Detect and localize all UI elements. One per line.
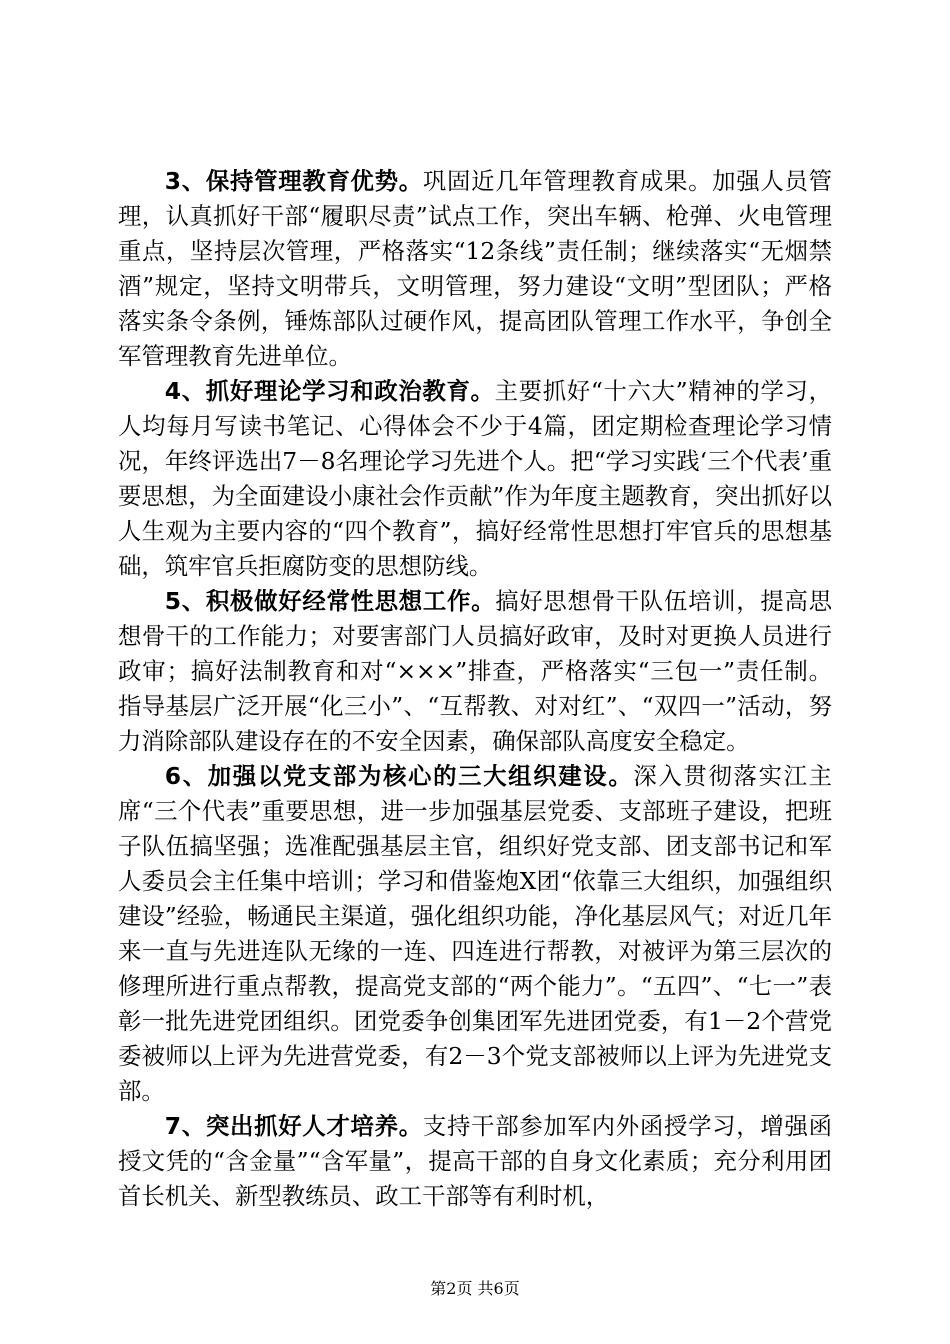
paragraph-6-heading: 6、加强以党支部为核心的三大组织建设。: [164, 762, 634, 790]
paragraph-7: [118, 1109, 832, 1214]
paragraph-3-text: 巩固近几年管理教育成果。加强人员管理，认真抓好干部“履职尽责”试点工作，突出车辆、枪弹、火电管理重点，坚持层次管理，严格落实“12条线”责任制；继续落实“无烟禁酒”规定，坚持文明带兵，文明管理，努力建设“文明”型团队；严格落实条令条例，锤炼部队过硬作风，提高团队管理工作水平，争创全军管理教育先进单位。: [118, 167, 832, 370]
document-body: [118, 164, 832, 1214]
paragraph-7-text: 支持干部参加军内外函授学习，增强函授文凭的“含金量”“含军量”，提高干部的自身文化素质；充分利用团首长机关、新型教练员、政工干部等有利时机，: [118, 1112, 832, 1210]
paragraph-4: [118, 374, 832, 584]
paragraph-3: [118, 164, 832, 374]
paragraph-6: [118, 759, 832, 1109]
paragraph-5-heading: 5、积极做好经常性思想工作。: [164, 587, 496, 615]
paragraph-5-text: 搞好思想骨干队伍培训，提高思想骨干的工作能力；对要害部门人员搞好政审，及时对更换人员进行政审；搞好法制教育和对“×××”排查，严格落实“三包一”责任制。指导基层广泛开展“化三小”、“互帮教、对对红”、“双四一”活动，努力消除部队建设存在的不安全因素，确保部队高度安全稳定。: [118, 587, 832, 755]
page-number-footer: 第2页 共6页: [430, 1279, 520, 1298]
paragraph-4-heading: 4、抓好理论学习和政治教育。: [164, 377, 495, 405]
paragraph-3-heading: 3、保持管理教育优势。: [164, 167, 423, 195]
paragraph-7-heading: 7、突出抓好人才培养。: [164, 1112, 423, 1140]
paragraph-4-text: 主要抓好“十六大”精神的学习，人均每月写读书笔记、心得体会不少于4篇，团定期检查理论学习情况，年终评选出7－8名理论学习先进个人。把“学习实践‘三个代表’重要思想，为全面建设小康社会作贡献”作为年度主题教育，突出抓好以人生观为主要内容的“四个教育”，搞好经常性思想打牢官兵的思想基础，筑牢官兵拒腐防变的思想防线。: [118, 377, 832, 580]
paragraph-5: [118, 584, 832, 759]
paragraph-6-text: 深入贯彻落实江主席“三个代表”重要思想，进一步加强基层党委、支部班子建设，把班子队伍搞坚强；选准配强基层主官，组织好党支部、团支部书记和军人委员会主任集中培训；学习和借鉴炮X团“依靠三大组织，加强组织建设”经验，畅通民主渠道，强化组织功能，净化基层风气；对近几年来一直与先进连队无缘的一连、四连进行帮教，对被评为第三层次的修理所进行重点帮教，提高党支部的“两个能力”。“五四”、“七一”表彰一批先进党团组织。团党委争创集团军先进团党委，有1－2个营党委被师以上评为先进营党委，有2－3个党支部被师以上评为先进党支部。: [118, 762, 832, 1105]
